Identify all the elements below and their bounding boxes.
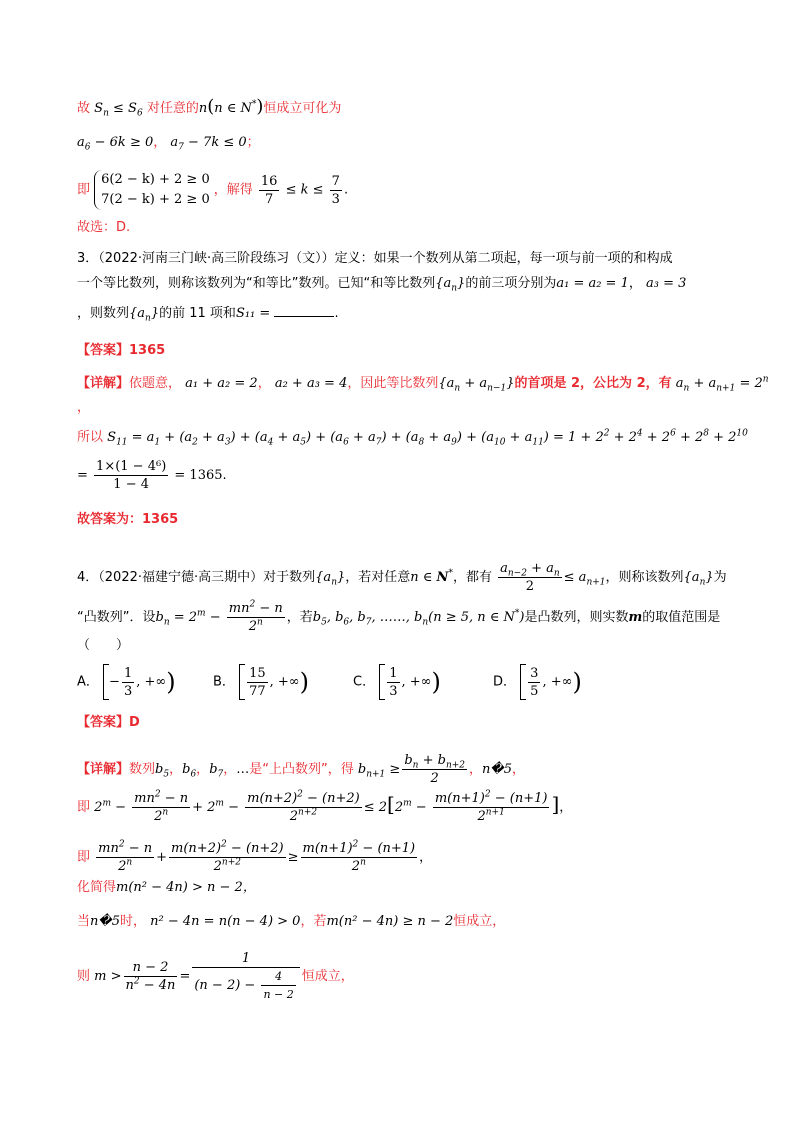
option-c-label: C． <box>353 674 376 690</box>
fraction-16-7: $\frac{16}{7}$ <box>260 173 278 207</box>
q4-when-line <box>77 912 505 932</box>
text-renyi: 对任意的 <box>146 101 199 116</box>
q3-answer <box>77 341 165 361</box>
detail-label: 【详解】 <box>77 376 130 391</box>
text-then: 则 <box>77 969 91 984</box>
text-then-d: 恒成立， <box>301 969 354 984</box>
q4-detail-line-1: 【详解】数列$b_5$，$b_6$，$b_7$，…是“上凸数列”，得 $b_{n+1}$ ≥ $\frac{b_n + b_{n+2}}{2}$ ，n�5， <box>77 753 526 786</box>
detail-text-2: ，因此等比数列 <box>347 376 439 391</box>
math-a1-a2: a₁ = a₂ = 1 <box>556 276 629 291</box>
answer-blank[interactable] <box>274 304 334 317</box>
math-seq-an: $\{a_n\}$ <box>435 276 466 294</box>
option-b[interactable]: B． $\frac{15}{77}$ , +∞) <box>213 665 309 699</box>
q3-source: （2022·河南三门峡·高三阶段练习（文）） <box>98 251 335 266</box>
answer-value: 1365 <box>129 343 166 358</box>
q4-text-1a: 对于数列 <box>263 570 316 585</box>
fraction-bn: $\frac{mn^2 - n}{2^n}$ <box>228 599 283 634</box>
math-bn-def: $b_n = 2^m$ − <box>155 608 225 628</box>
option-d[interactable]: D． $\frac{3}{5}$ , +∞) <box>493 665 582 699</box>
math-s11: S₁₁ = <box>235 306 271 321</box>
q3-sum-line <box>77 428 748 448</box>
text-when: 当 <box>77 914 91 929</box>
system-row-2: 7(2 − k) + 2 ≥ 0 <box>101 192 210 207</box>
math-factor: n² − 4n = n(n − 4) > 0 <box>150 914 301 929</box>
q4-text-2c: 是凸数列，则实数 <box>524 610 629 625</box>
text-ji-1: 即 <box>77 800 91 815</box>
fraction-convex-condition: $\frac{a_{n-2} + a_n}{2}$ <box>500 561 560 594</box>
inequality-system <box>94 170 210 210</box>
q4-text-1d: ，则称该数列 <box>605 570 684 585</box>
q4-text-1e: 为 <box>713 570 727 585</box>
solution-line-1 <box>77 97 341 119</box>
detail-text-1: 数列 <box>129 762 156 777</box>
q4-line-2: “凸数列”．设$b_n = 2^m$ − $\frac{mn^2 - n}{2^n}$ ，若$b_5$, $b_6$, $b_7$, ……, $b_n(n \ge 5$, n ∈ N*)是凸数列，则实数m的取值范围是 <box>77 599 721 634</box>
q4-ineq-line-1: 即 $2^m$ − $\frac{mn^2 - n}{2^n}$ + $2^m$ − $\frac{m(n+2)^2 - (n+2)}{2^{n+2}}$ ≤ $2[2^m$ − $\frac{m(n+1)^2 - (n+1)}{2^{n+1}}$ ]， <box>77 789 573 824</box>
detail-label: 【详解】 <box>77 762 130 777</box>
q4-simplify <box>77 878 256 898</box>
math-when-n: n�5 <box>90 914 120 929</box>
math-seq-an-q4: $\{a_n\}$ <box>315 570 346 588</box>
math-seq-an-2: $\{a_n\}$ <box>129 306 160 324</box>
option-d-label: D． <box>493 674 517 690</box>
math-simplified: m(n² − 4n) > n − 2， <box>116 880 256 895</box>
math-a3: a₃ = 3 <box>646 276 687 291</box>
q4-line-1: 4．（2022·福建宁德·高三期中）对于数列$\{a_n\}$，若对任意n ∈ N*，都有 $\frac{a_{n-2} + a_n}{2}$ ≤ $a_{n+1}$，则称该数列$\{a_n\}$为 <box>77 561 727 594</box>
q4-text-1b: ，若对任意 <box>345 570 411 585</box>
q4-text-1c: ，都有 <box>452 570 492 585</box>
solution-line-3: 即 6(2 − k) + 2 ≥ 0 7(2 − k) + 2 ≥ 0 ，解得 $\frac{16}{7}$ ≤ k ≤ $\frac{7}{3}$ . <box>77 170 348 210</box>
math-b-seq: $b_5$, $b_6$, $b_7$, ……, $b_n(n \ge 5$, n ∈ N*) <box>312 608 525 628</box>
q3-final: 故答案为：1365 <box>77 512 179 527</box>
math-a6: $a_6 - 6k \ge 0$ <box>77 135 154 153</box>
q3-text-2: 一个等比数列，则称该数列为“和等比”数列。已知“和等比数列 <box>77 276 436 291</box>
text-gu: 故 <box>77 101 91 116</box>
comma-line: ， <box>77 400 91 415</box>
answer-label: 【答案】 <box>77 343 130 358</box>
math-seq-sum: $\{a_n + a_{n-1}\}$ <box>438 376 515 394</box>
option-b-label: B． <box>213 674 235 690</box>
sum-result: = 1365 <box>174 468 223 483</box>
text-when-b: 时， <box>120 914 147 929</box>
option-a[interactable]: A． − $\frac{1}{3}$ , +∞) <box>77 665 176 699</box>
q4-ineq-line-2: 即 $\frac{mn^2 - n}{2^n}$ + $\frac{m(n+2)^2 - (n+2)}{2^{n+2}}$ ≥ $\frac{m(n+1)^2 - (n+1)}{2^n}$ ， <box>77 839 433 874</box>
q3-text-3: ，则数列 <box>77 306 130 321</box>
q3-number: 3． <box>77 251 99 266</box>
answer-label: 【答案】 <box>77 715 130 730</box>
math-n-ge-5: n�5 <box>482 762 513 777</box>
text-hengchengli: 恒成立可化为 <box>263 101 342 116</box>
text-simplify: 化简得 <box>77 880 117 895</box>
text-ji-2: 即 <box>77 850 91 865</box>
option-c[interactable]: C． $\frac{1}{3}$ , +∞) <box>353 665 441 699</box>
q4-text-2b: ，若 <box>286 610 313 625</box>
q3-line-1 <box>77 249 673 269</box>
q3-line-3: ，则数列$\{a_n\}$的前 11 项和S₁₁ = . <box>77 306 339 324</box>
q3-result-line: = $\frac{\text{1×(1 − 4⁶)}}{1 - 4}$ = 1365. <box>77 459 227 492</box>
q4-then-line: 则 m > $\frac{n - 2}{n^2 - 4n}$ = 1 (n − 2) − $\frac{4}{n - 2}$ 恒成立， <box>77 951 354 1001</box>
q4-number: 4． <box>77 570 99 585</box>
answer-value: D <box>129 715 140 730</box>
q4-answer <box>77 713 140 733</box>
text-when-d: 恒成立， <box>453 914 506 929</box>
math-a2-plus-a3: a₂ + a₃ = 4 <box>274 376 348 391</box>
bracket-icon <box>379 664 385 700</box>
q3-detail-line-1: 【详解】依题意， a₁ + a₂ = 2， a₂ + a₃ = 4，因此等比数列$\{a_n + a_{n-1}\}$的首项是 2，公比为 2，有 $a_n + a_{n+1} = 2^n$ <box>77 374 769 394</box>
math-n-in-N-star: n ∈ N* <box>410 568 453 585</box>
system-row-1: 6(2 − k) + 2 ≥ 0 <box>101 172 210 187</box>
math-an-sum-2n: $a_n + a_{n+1} = 2^n$ <box>675 374 769 394</box>
math-a1-plus-a2: a₁ + a₂ = 2 <box>185 376 258 391</box>
q3-text-3b: 的前 11 项和 <box>159 306 236 321</box>
q4-text-2a: “凸数列”．设 <box>77 610 156 625</box>
detail-text-3: 的首项是 2，公比为 2，有 <box>514 376 672 391</box>
q3-text-2b: 的前三项分别为 <box>465 276 557 291</box>
bracket-icon <box>239 664 245 700</box>
solution-line-2: $a_6 - 6k \ge 0$， $a_7 - 7k \le 0$； <box>77 135 260 153</box>
fraction-geom-sum: $\frac{\text{1×(1 − 4⁶)}}{1 - 4}$ <box>96 459 167 492</box>
text-jiede: ，解得 <box>213 182 253 198</box>
detail-text-1: 依题意， <box>129 376 182 391</box>
q4-paren: （ ） <box>77 638 130 653</box>
bracket-icon <box>520 664 526 700</box>
text-ji: 即 <box>77 182 91 198</box>
q4-source: （2022·福建宁德·高三期中） <box>98 570 264 585</box>
text-when-c: ，若 <box>300 914 327 929</box>
sum-label: 所以 <box>77 430 104 445</box>
math-a7: $a_7 - 7k \le 0$ <box>170 135 247 153</box>
q3-line-2: 一个等比数列，则称该数列为“和等比”数列。已知“和等比数列$\{a_n\}$的前三项分别为a₁ = a₂ = 1， a₃ = 3 <box>77 276 687 294</box>
detail-text-2: 是“上凸数列”，得 <box>249 762 354 777</box>
option-a-label: A． <box>77 674 99 690</box>
math-sn-le-s6: $S_n \le S_6$ <box>94 101 143 119</box>
fraction-7-3: $\frac{7}{3}$ <box>331 173 340 207</box>
q4-text-2d: 的取值范围是 <box>642 610 721 625</box>
q3-text-1: 定义：如果一个数列从第二项起，每一项与前一项的和构成 <box>334 251 673 266</box>
math-condition: m(n² − 4n) ≥ n − 2 <box>326 914 454 929</box>
math-k-range: ≤ k ≤ <box>285 182 324 198</box>
math-s11-expansion: $S_{11} = a_1 + (a_2 + a_3) + (a_4 + a_5) + (a_6 + a_7) + (a_8 + a_9) + (a_{10} + a_{11}) = 1 + 2^2 + 2^4 + 2^6 + 2^8 + 2^{10}$ <box>107 428 748 448</box>
math-n-in-N: n(n ∈ N*) <box>198 96 264 117</box>
select-answer: 故选：D. <box>77 220 131 235</box>
